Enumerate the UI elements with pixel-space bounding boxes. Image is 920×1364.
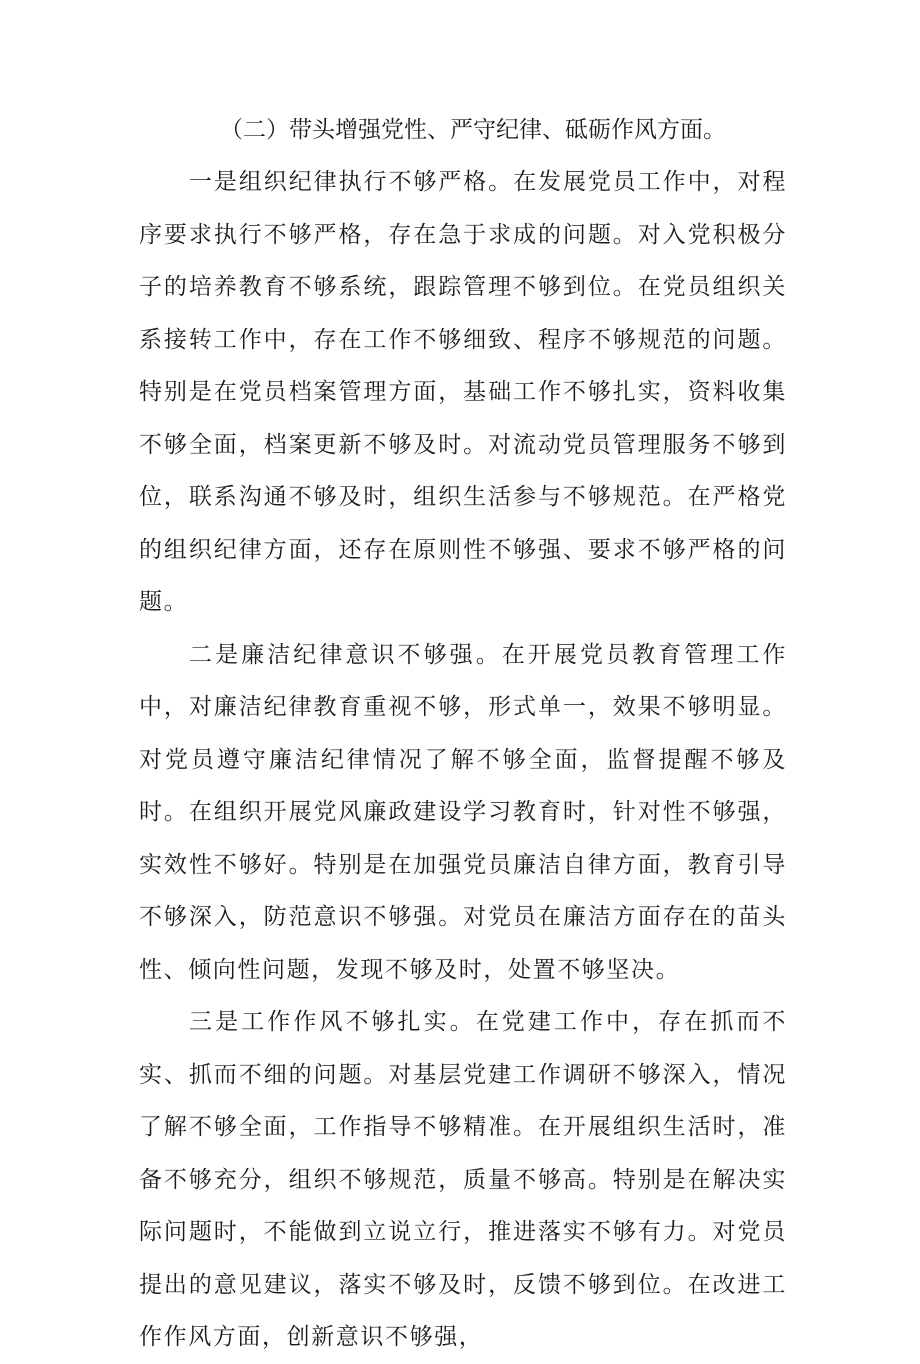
- paragraph-organizational-discipline: 一是组织纪律执行不够严格。在发展党员工作中，对程序要求执行不够严格，存在急于求成的问题。对入党积极分子的培养教育不够系统，跟踪管理不够到位。在党员组织关系接转工作中，存在工作不够细致、程序不够规范的问题。特别是在党员档案管理方面，基础工作不够扎实，资料收集不够全面，档案更新不够及时。对流动党员管理服务不够到位，联系沟通不够及时，组织生活参与不够规范。在严格党的组织纪律方面，还存在原则性不够强、要求不够严格的问题。: [139, 169, 787, 615]
- section-heading: （二）带头增强党性、严守纪律、砥砺作风方面。: [220, 117, 726, 143]
- paragraph-integrity-discipline: 二是廉洁纪律意识不够强。在开展党员教育管理工作中，对廉洁纪律教育重视不够，形式单一，效果不够明显。对党员遵守廉洁纪律情况了解不够全面，监督提醒不够及时。在组织开展党风廉政建设学习教育时，针对性不够强，实效性不够好。特别是在加强党员廉洁自律方面，教育引导不够深入，防范意识不够强。对党员在廉洁方面存在的苗头性、倾向性问题，发现不够及时，处置不够坚决。: [139, 641, 787, 983]
- paragraph-work-style: 三是工作作风不够扎实。在党建工作中，存在抓而不实、抓而不细的问题。对基层党建工作调研不够深入，情况了解不够全面，工作指导不够精准。在开展组织生活时，准备不够充分，组织不够规范，质量不够高。特别是在解决实际问题时，不能做到立说立行，推进落实不够有力。对党员提出的意见建议，落实不够及时，反馈不够到位。在改进工作作风方面，创新意识不够强，: [139, 1009, 787, 1350]
